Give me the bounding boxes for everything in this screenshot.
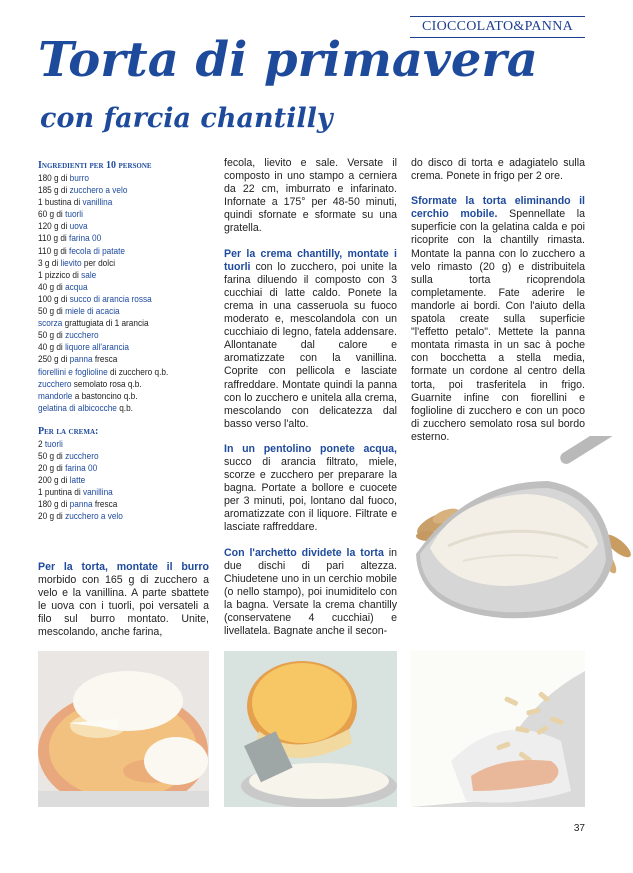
photo-cream-on-cake — [38, 651, 209, 807]
paragraph: fecola, lievito e sale. Versate il composto in uno stampo a cerniera da 22 cm, imburrato e infarinato. Infornate a 175° per 48-50 minuti, quindi sfornate e sformate su una gratella. — [224, 157, 397, 235]
ingredient-line: zucchero semolato rosa q.b. — [38, 377, 142, 389]
photo-cake-halves — [224, 651, 397, 807]
ingredient-line: scorza grattugiata di 1 arancia — [38, 317, 149, 329]
ingredient-line: 250 g di panna fresca — [38, 353, 118, 365]
ingredient-line: 40 g di liquore all'arancia — [38, 341, 130, 353]
ingredient-line: 110 g di farina 00 — [38, 232, 102, 244]
ingredients-main — [38, 172, 208, 414]
ingredient-line: 180 g di panna fresca — [38, 498, 118, 510]
step-lead: Con l'archetto dividete la torta — [224, 546, 384, 559]
ingredient-line: 3 g di lievito per dolci — [38, 256, 116, 268]
text-column-1 — [38, 561, 209, 640]
step-text: in due dischi di pari altezza. Chiudetene uno in un cerchio mobile (o nello stampo), poi inumiditelo con la bagna. Versate la crema chantilly (conservatene 4 cucchiai) e livellatela. Bagnate anche il secon- — [224, 546, 397, 638]
flour-scoop-photo — [408, 436, 633, 621]
step-lead: Per la torta, montate il burro — [38, 561, 209, 573]
step-text: succo di arancia filtrato, miele, scorze e zucchero per preparare la bagna. Portate a bollore e cuocete per 3 minuti, poi, lontano dal fuoco, aromatizzate con il liquore. Filtrate e lasciate raffreddare. — [224, 455, 397, 534]
text-column-2 — [224, 157, 397, 638]
ingredient-line: 1 pizzico di sale — [38, 268, 97, 280]
ingredient-line: 200 g di latte — [38, 474, 86, 486]
ingredient-line: 1 bustina di vanillina — [38, 196, 113, 208]
ingredient-line: 20 g di farina 00 — [38, 462, 98, 474]
ingredient-line: 185 g di zucchero a velo — [38, 184, 128, 196]
page-number: 37 — [573, 823, 585, 834]
recipe-subtitle: con farcia chantilly — [40, 103, 333, 134]
ingredient-line: 1 puntina di vanillina — [38, 486, 113, 498]
step-text: Spennellate la superficie con la gelatina calda e poi ricoprite con la chantilly rimasta. Montate la panna con lo zucchero a velo rimasto (20 g) e distribuitela sulla torta ricoprendola completamente. Fate aderire le mandorle ai bordi. Con l'aiuto della spatola create sulla superficie "l'effetto petalo". Mettete la panna montata rimasta in un sac à poche con bocchetta a stella media, formate un cordone al centro della torta, poi trasferitela in frigo. Guarnite infine con fiorellini e foglioline di zucchero e con un poco di zucchero semolato rosa sul bordo esterno. — [411, 208, 586, 443]
recipe-title: Torta di primavera — [38, 32, 538, 88]
ingredient-line: 50 g di zucchero — [38, 449, 99, 461]
step-text: con lo zucchero, poi unite la farina diluendo il composto con 3 cucchiai di latte caldo. Ponete la crema in una casseruola su fuoco moderato e, mescolandola con un cucchiaio di legno, fatela addensare. Allontanate dal calore e aromatizzate con la vanillina. Coprite con pellicola e lasciate raffreddare. Montate quindi la panna con lo zucchero e unitela alla crema, mescolando con delicatezza dal basso verso l'alto. — [224, 260, 397, 430]
paragraph: do disco di torta e adagiatelo sulla crema. Ponete in frigo per 2 ore. — [411, 157, 585, 183]
ingredient-line: 50 g di miele di acacia — [38, 305, 120, 317]
ingredient-line: 40 g di acqua — [38, 280, 88, 292]
ingredient-line: 120 g di uova — [38, 220, 88, 232]
magazine-brand: CIOCCOLATO&PANNA — [410, 16, 585, 38]
ingredient-line: 2 tuorli — [38, 437, 63, 449]
ingredient-line: 180 g di burro — [38, 172, 89, 183]
ingredients-list — [38, 160, 208, 523]
ingredient-line: 100 g di succo di arancia rossa — [38, 292, 152, 304]
step-lead: In un pentolino ponete acqua, — [224, 442, 397, 455]
step-lead: Sformate la torta eliminando il cerchio mobile. — [411, 195, 585, 221]
ingredient-line: 20 g di zucchero a velo — [38, 510, 123, 522]
text-column-3 — [411, 157, 585, 444]
photo-almond-decoration — [411, 651, 585, 807]
ingredient-line: 60 g di tuorli — [38, 208, 83, 220]
cream-heading: Per la crema: — [38, 425, 99, 437]
ingredient-line: mandorle a bastoncino q.b. — [38, 389, 138, 401]
ingredient-line: fiorellini e foglioline di zucchero q.b. — [38, 365, 169, 377]
step-lead: Per la crema chantilly, montate i tuorli — [224, 247, 397, 273]
ingredient-line: 50 g di zucchero — [38, 329, 99, 341]
ingredients-heading: Ingredienti per 10 persone — [38, 160, 152, 171]
ingredient-line: 110 g di fecola di patate — [38, 244, 126, 256]
ingredients-cream — [38, 438, 208, 523]
ingredient-line: gelatina di albicocche q.b. — [38, 401, 133, 413]
step-text: morbido con 165 g di zucchero a velo e la vanillina. A parte sbattete le uova con i tuorli, poi versateli a filo sul burro montato. Unite, mescolando, anche farina, — [38, 574, 209, 639]
